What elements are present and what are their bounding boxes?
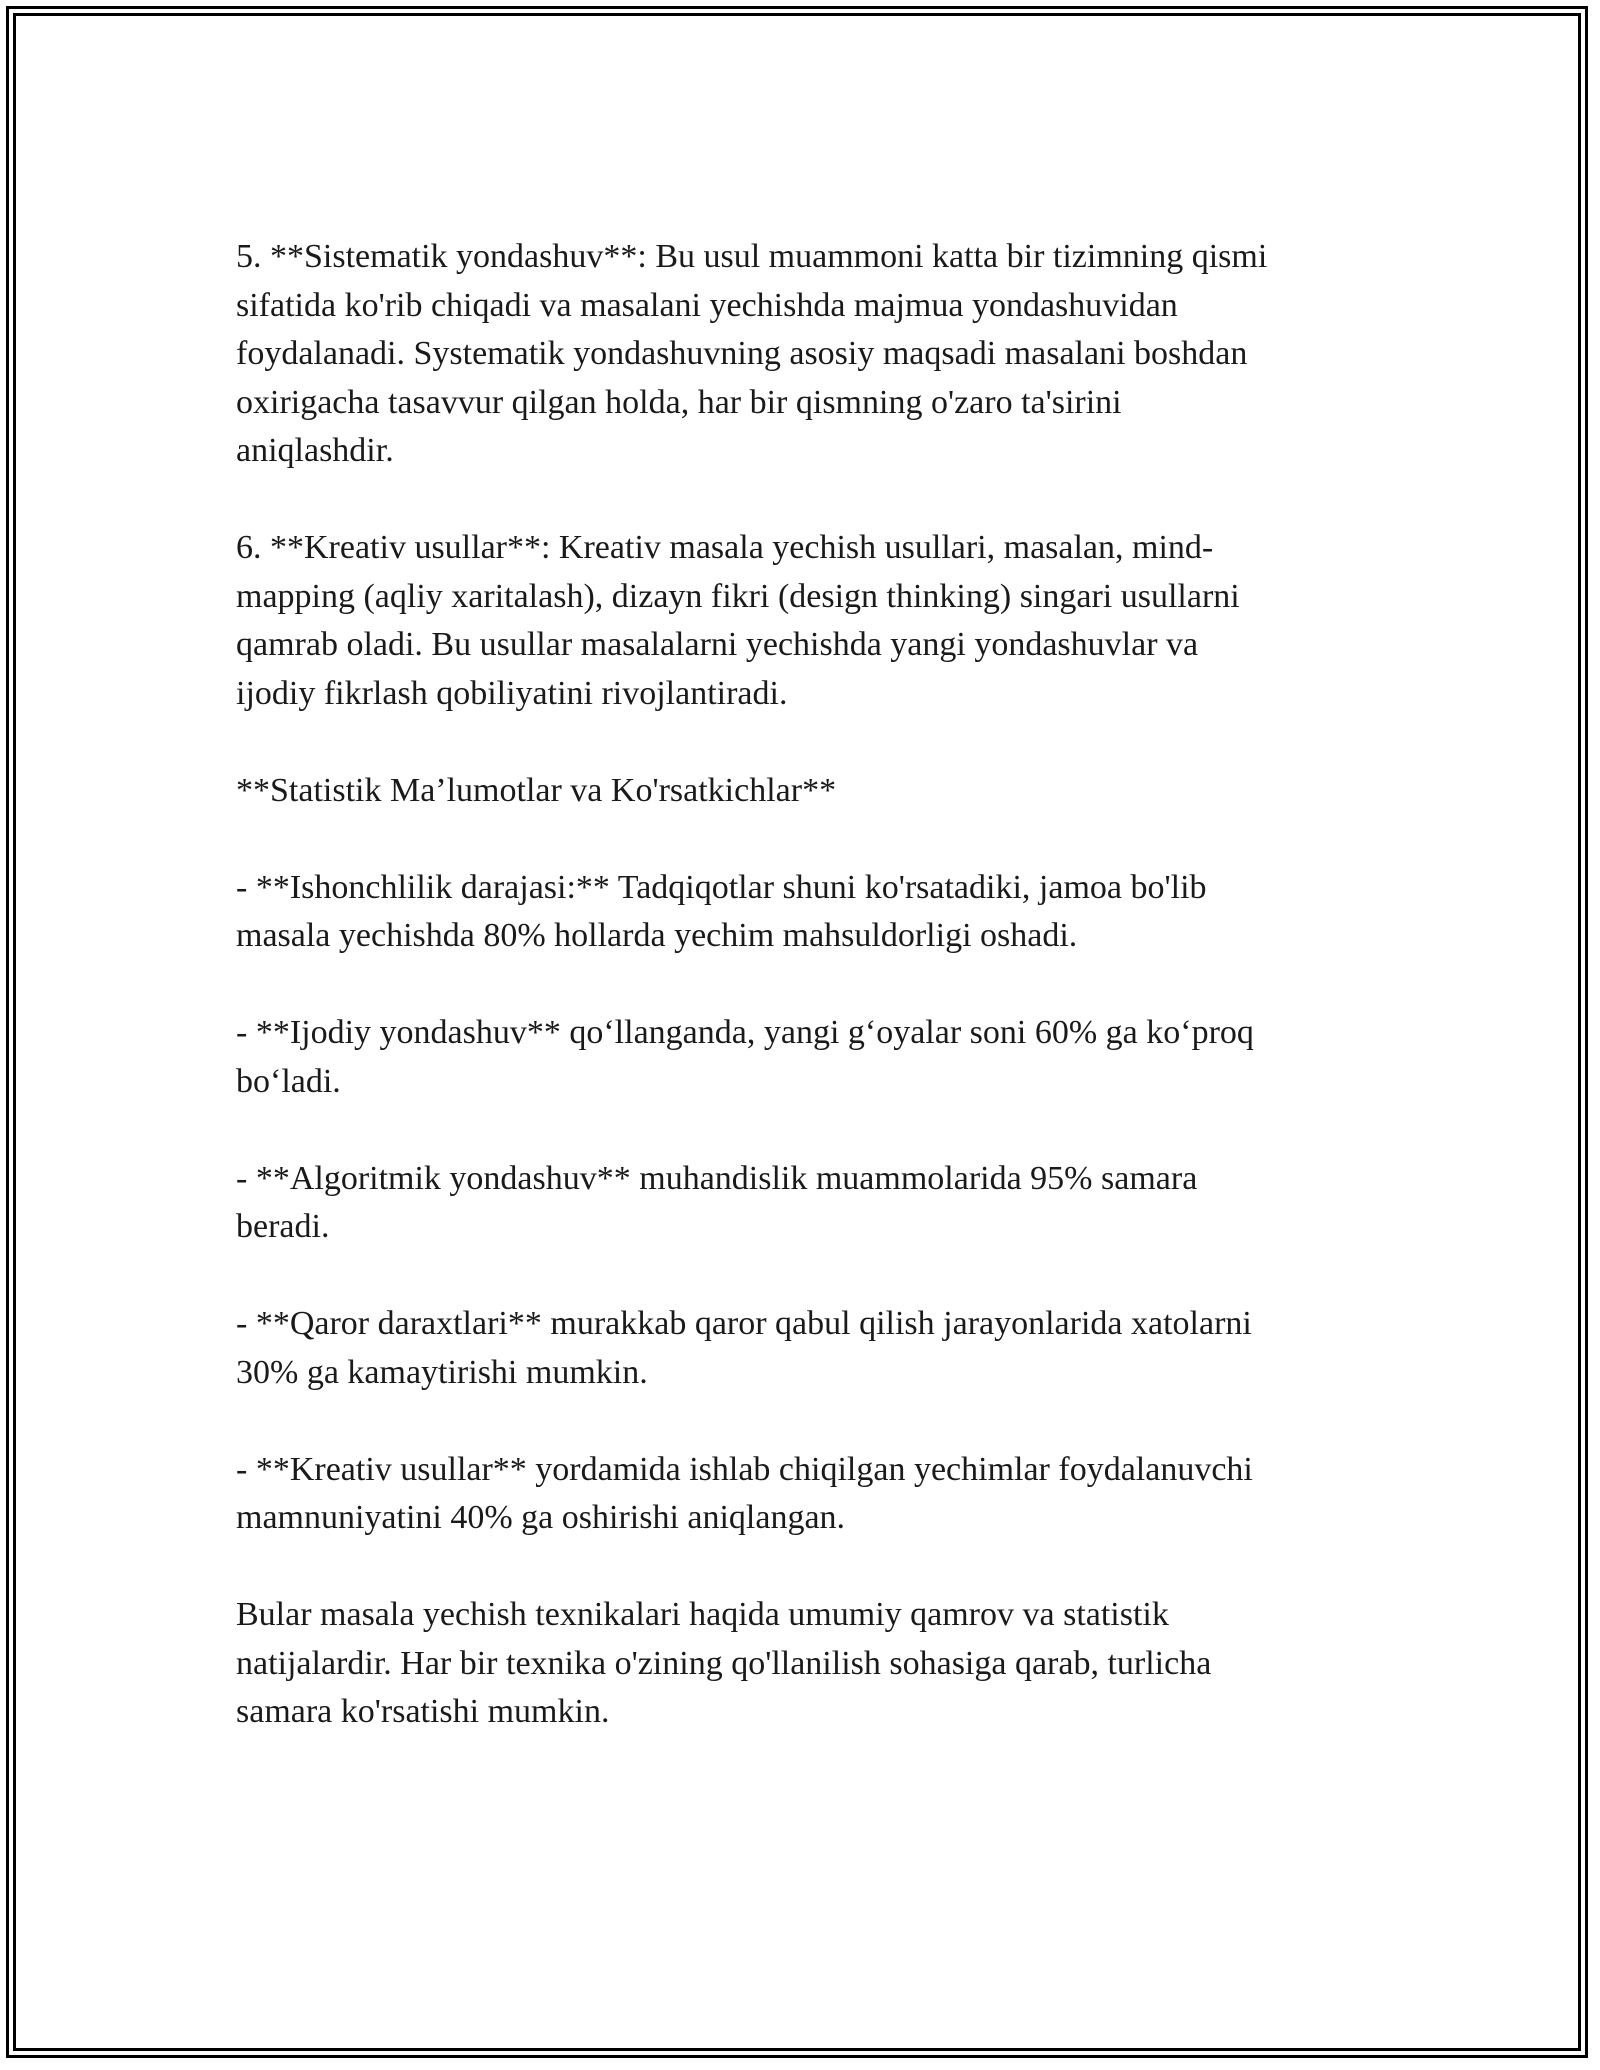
text-line: sifatida ko'rib chiqadi va masalani yechishda majmua yondashuvidan [236,286,1178,324]
text-line: - **Ijodiy yondashuv** qo‘llanganda, yangi g‘oyalar soni 60% ga ko‘proq [236,1014,1254,1051]
text-line: - **Qaror daraxtlari** murakkab qaror qabul qilish jarayonlarida xatolarni [236,1305,1252,1342]
text-line: ijodiy fikrlash qobiliyatini rivojlantiradi. [236,674,788,712]
text-line: natijalardir. Har bir texnika o'zining qo'llanilish sohasiga qarab, turlicha [236,1644,1212,1682]
paragraph-sistematik-yondashuv [236,233,1366,476]
document-body [236,233,1366,1785]
text-line: samara ko'rsatishi mumkin. [236,1693,610,1730]
text-line: 30% ga kamaytirishi mumkin. [236,1353,648,1391]
text-line: foydalanadi. Systematik yondashuvning asosiy maqsadi masalani boshdan [236,335,1248,372]
text-line: 5. **Sistematik yondashuv**: Bu usul muammoni katta bir tizimning qismi [236,238,1268,275]
paragraph-kreativ-usullar [236,524,1366,718]
text-line: oxirigacha tasavvur qilgan holda, har bir qismning o'zaro ta'sirini [236,383,1122,421]
bullet-ishonchlilik [236,864,1366,961]
text-line: beradi. [236,1208,330,1245]
text-line: - **Kreativ usullar** yordamida ishlab chiqilgan yechimlar foydalanuvchi [236,1450,1253,1488]
bullet-ijodiy-yondashuv [236,1009,1366,1106]
text-line: aniqlashdir. [236,432,394,469]
bullet-qaror-daraxtlari [236,1300,1366,1397]
paragraph-conclusion [236,1591,1366,1737]
text-line: Bular masala yechish texnikalari haqida umumiy qamrov va statistik [236,1596,1169,1633]
text-line: - **Algoritmik yondashuv** muhandislik muammolarida 95% samara [236,1159,1198,1197]
bullet-kreativ-usullar [236,1446,1366,1543]
text-line: - **Ishonchlilik darajasi:** Tadqiqotlar shuni ko'rsatadiki, jamoa bo'lib [236,868,1207,906]
text-line: **Statistik Ma’lumotlar va Ko'rsatkichlar** [236,771,837,809]
text-line: mamnuniyatini 40% ga oshirishi aniqlangan. [236,1499,846,1536]
text-line: qamrab oladi. Bu usullar masalalarni yechishda yangi yondashuvlar va [236,626,1199,663]
text-line: masala yechishda 80% hollarda yechim mahsuldorligi oshadi. [236,917,1078,954]
text-line: mapping (aqliy xaritalash), dizayn fikri (design thinking) singari usullarni [236,577,1240,615]
section-heading-statistik [236,767,1366,816]
bullet-algoritmik-yondashuv [236,1155,1366,1252]
text-line: 6. **Kreativ usullar**: Kreativ masala yechish usullari, masalan, mind- [236,529,1214,566]
text-line: bo‘ladi. [236,1062,341,1100]
